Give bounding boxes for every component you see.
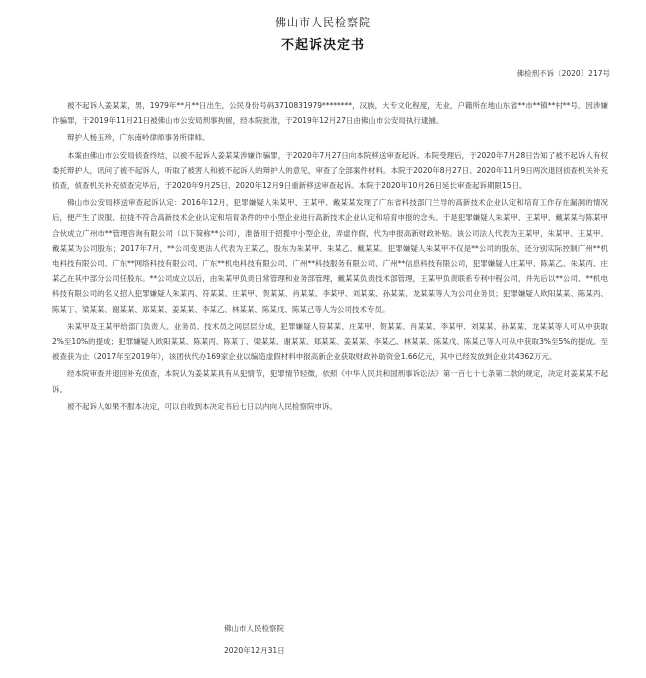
document-title: 不起诉决定书 — [280, 38, 365, 53]
paragraph-defense-lawyer: 辩护人杨玉珍，广东南岭律师事务所律师。 — [67, 133, 210, 143]
document-number: 佛检刑不诉〔2020〕217号 — [516, 69, 610, 78]
document-body — [52, 98, 608, 414]
paragraph-commission: 朱某甲及王某甲给部门负责人、业务员、技术员之间层层分成，犯罪嫌疑人符某某、庄某甲、贺某某、肖某某、李某甲、刘某某、孙某某、龙某某等人可从中获取2%至10%的提成；犯罪嫌疑人欧阳某某、陈某丙、陈某丁、梁某某、谢某某、郑某某、姜某某、李某乙、林某某、陈某戊、陈某己等人可从中获取3%至5%的提成。至被查获为止（2017年至2019年），该团伙代办169家企业以编造虚假材料申报高新企业获取财政补助资金1.66亿元，其中已经发放到企业共4362万元。 — [52, 321, 608, 362]
issuing-organization: 佛山市人民检察院 — [275, 16, 371, 29]
signature-organization: 佛山市人民检察院 — [224, 624, 284, 633]
paragraph-appeal-notice: 被不起诉人如果不服本决定，可以自收到本决定书后七日以内向人民检察院申诉。 — [67, 401, 337, 411]
paragraph-procedure: 本案由佛山市公安局侦查终结，以被不起诉人姜某某涉嫌诈骗罪，于2020年7月27日向本院移送审查起诉。本院受理后，于2020年7月28日告知了被不起诉人有权委托辩护人，讯问了被不起诉人，听取了被害人和被不起诉人的辩护人的意见，审查了全部案件材料。本院于2020年8月27日、2020年11月9日两次退回侦查机关补充侦查，侦查机关补充侦查完毕后，于2020年9月25日、2020年12月9日重新移送审查起诉。本院于2020年10月26日延长审查起诉期限15日。 — [52, 150, 608, 191]
paragraph-decision: 经本院审查并退回补充侦查，本院认为姜某某具有从犯情节，犯罪情节轻微，依照《中华人民共和国刑事诉讼法》第一百七十七条第二款的规定，决定对姜某某不起诉。 — [52, 369, 608, 394]
paragraph-facts: 佛山市公安局移送审查起诉认定：2016年12月，犯罪嫌疑人朱某甲、王某甲、戴某某发现了广东省科技部门兰导的高新技术企业认定和培育工作存在漏洞的情况后，便产生了说服、拉拢不符合高新技术企业认定和培育条件的中小型企业进行高新技术企业认定和培育申报的念头。于是犯罪嫌疑人朱某甲、王某甲、戴某某与陈某甲合伙成立广州市**管理咨询有限公司（以下简称**公司），准备用于招揽中小型企业，弄虚作假，代为申报高新财政补贴。该公司法人代表为王某甲，朱某甲、王某甲、戴某某为公司股东；2017年7月，**公司变更法人代表为王某乙，股东为朱某甲、朱某乙、戴某某。犯罪嫌疑人朱某甲不仅是**公司的股东，还分别实际控制广州**机电科技有限公司、广东**网络科技有限公司、广东**机电科技有限公司、广州**科技服务有限公司、广州**信息科技有限公司，犯罪嫌疑人庄某甲、陈某乙、朱某丙、庄某乙在其中部分公司任股东。**公司成立以后，由朱某甲负责日常管理和业务部管理，戴某某负责技术部管理，王某甲负责联系专利中程公司，并先后以**公司、**机电科技有限公司的名义招入犯罪嫌疑人朱某丙、符某某、庄某甲、贺某某、肖某某、李某甲、刘某某、孙某某、龙某某等人为公司业务员；犯罪嫌疑人欧阳某某、陈某丙、陈某丁、梁某某、谢某某、郑某某、姜某某、李某乙、林某某、陈某戊、陈某己等人为公司技术专员。 — [52, 198, 608, 314]
paragraph-defendant-info: 被不起诉人姜某某，男，1979年**月**日出生，公民身份号码3710831979********，汉族，大专文化程度，无业，户籍所在地山东省**市**镇**村**号。因涉嫌诈骗罪，于2019年11月21日被佛山市公安局刑事拘留，经本院批准，于2019年12月27日由佛山市公安局执行逮捕。 — [52, 101, 608, 126]
signature-date: 2020年12月31日 — [224, 646, 285, 655]
